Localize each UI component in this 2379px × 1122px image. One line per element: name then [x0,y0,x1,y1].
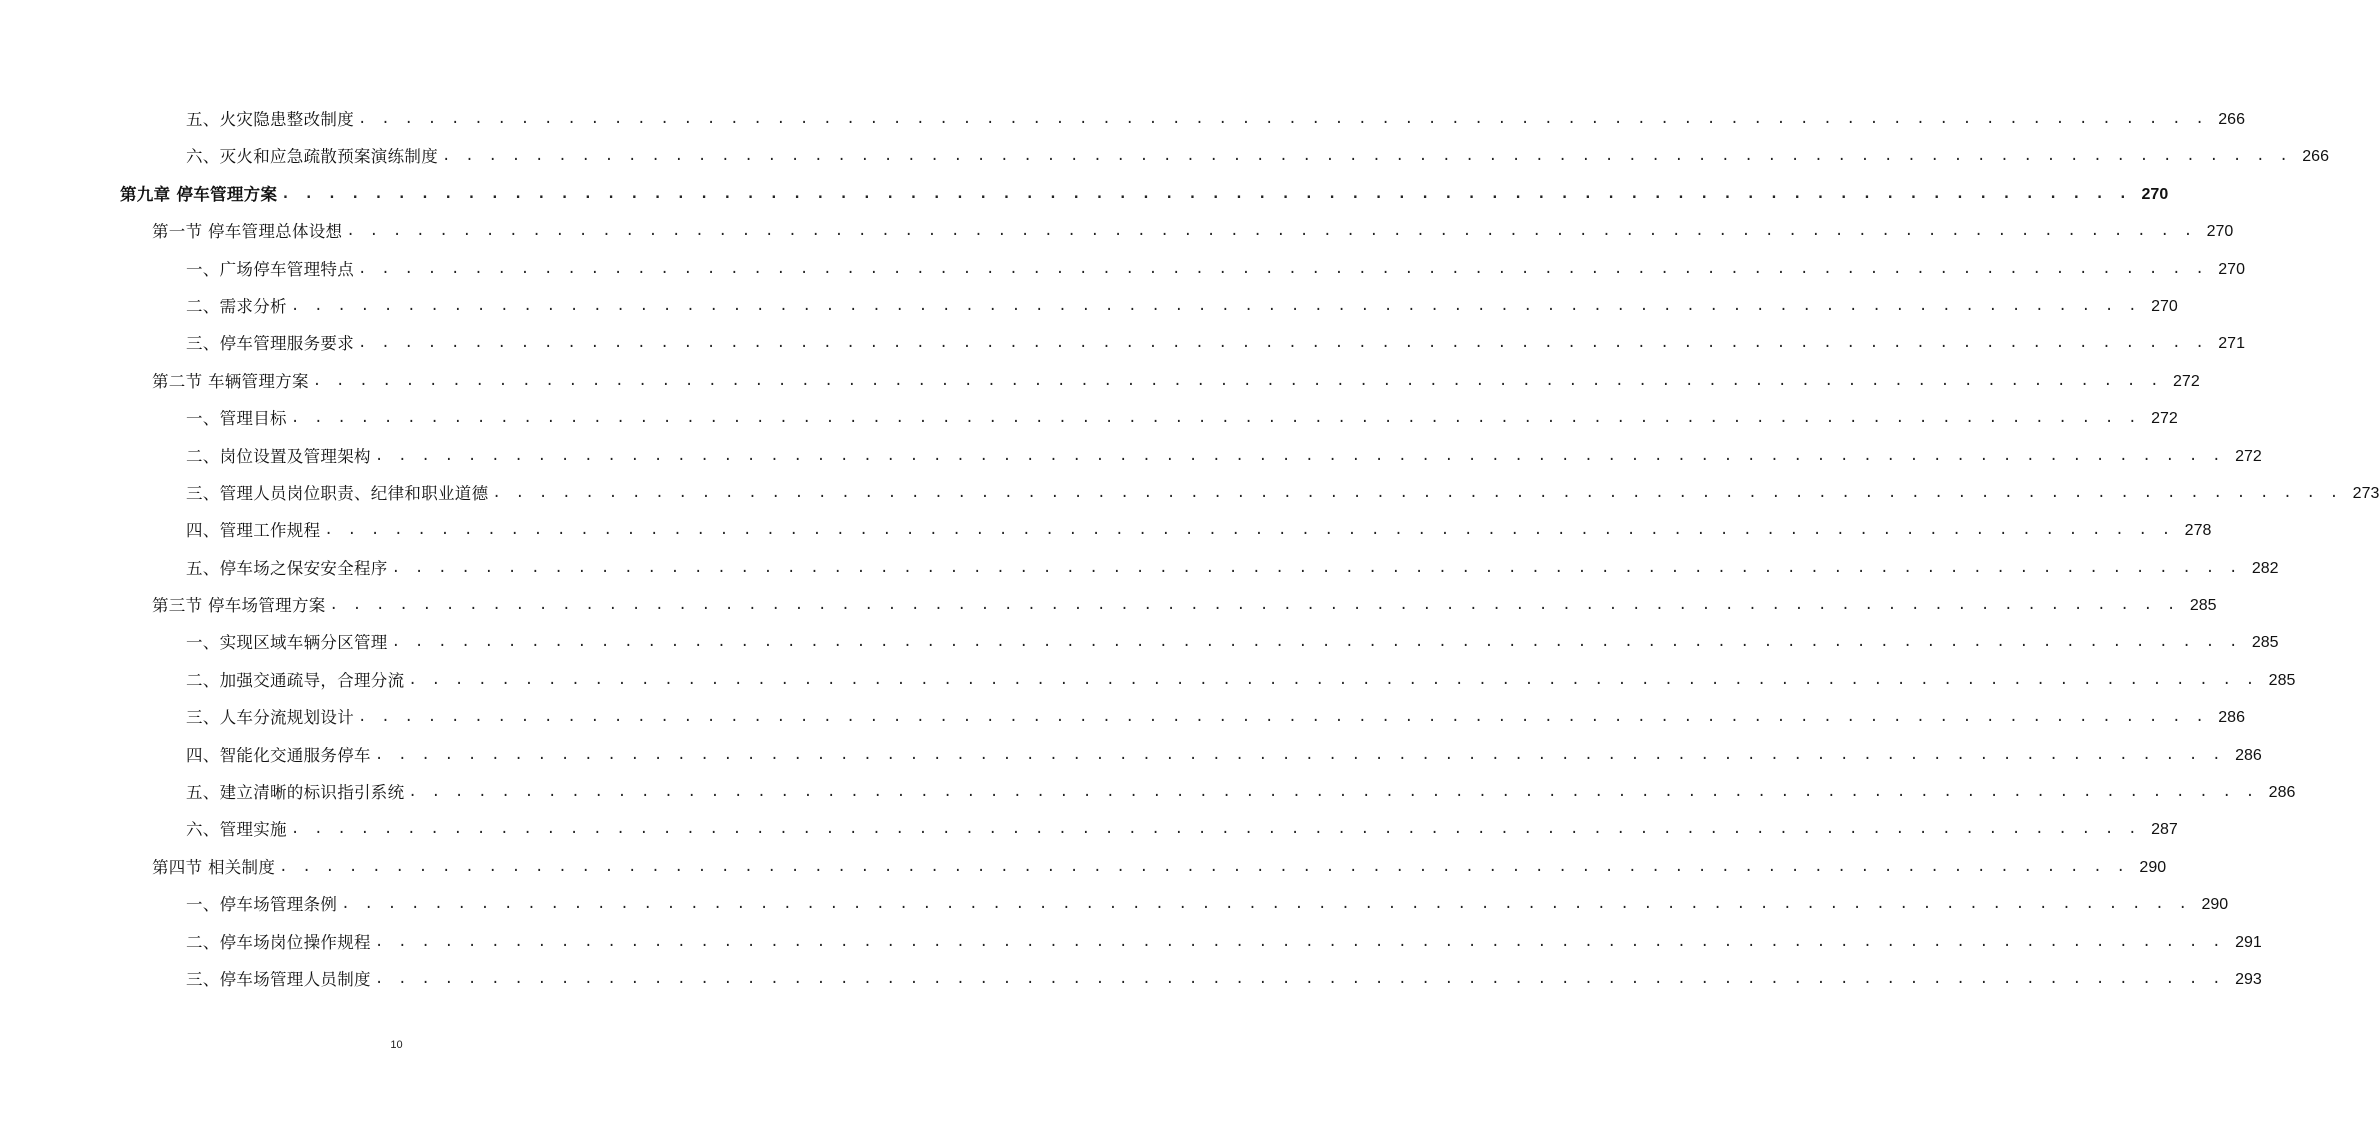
toc-entry-title: 五、火灾隐患整改制度 [186,110,354,129]
toc-entry-title: 第四节 相关制度 [152,857,276,877]
toc-entry-page-number: 270 [2206,223,2234,241]
dot-leader: . . . . . . . . . . . . . . . . . . . . . . . . . . . . . . . . . . . . . . . . . . . . . . . . . . . . . . . . . . . . . . . . . . . . . . . . . . . . . . . . [358,260,2207,277]
toc-entry-title: 二、需求分析 [186,296,287,316]
dot-leader: . . . . . . . . . . . . . . . . . . . . . . . . . . . . . . . . . . . . . . . . . . . . . . . . . . . . . . . . . . . . . . . . . . . . . . . . . . . . . . . . [492,484,2342,501]
toc-entry-title: 第九章 停车管理方案 [120,184,278,204]
toc-entry-title: 第二节 车辆管理方案 [152,371,309,391]
toc-entry-page-number: 285 [2189,597,2217,615]
dot-leader: . . . . . . . . . . . . . . . . . . . . . . . . . . . . . . . . . . . . . . . . . . . . . . . . . . . . . . . . . . . . . . . . . . . . . . . . . . . . . . . . [312,372,2162,389]
dot-leader: . . . . . . . . . . . . . . . . . . . . . . . . . . . . . . . . . . . . . . . . . . . . . . . . . . . . . . . . . . . . . . . . . . . . . . . . . . . . . . . . [408,784,2258,801]
dot-leader: . . . . . . . . . . . . . . . . . . . . . . . . . . . . . . . . . . . . . . . . . . . . . . . . . . . . . . . . . . . . . . . . . . . . . . . . . . . . . . . . [391,559,2241,576]
toc-entry-item[interactable] [0,737,2262,774]
dot-leader: . . . . . . . . . . . . . . . . . . . . . . . . . . . . . . . . . . . . . . . . . . . . . . . . . . . . . . . . . . . . . . . . . . . . . . . . . . . . . . . . [358,709,2207,726]
toc-entry-section[interactable] [0,363,2200,400]
toc-entry-item[interactable] [0,811,2178,848]
toc-entry-item[interactable] [0,961,2262,998]
toc-entry-section[interactable] [0,213,2234,250]
toc-entry-item[interactable] [0,550,2279,587]
toc-entry-title: 五、建立清晰的标识指引系统 [186,783,405,803]
toc-entry-page-number: 291 [2235,933,2262,951]
toc-entry-page-number: 286 [2268,784,2296,802]
dot-leader: . . . . . . . . . . . . . . . . . . . . . . . . . . . . . . . . . . . . . . . . . . . . . . . . . . . . . . . . . . . . . . . . . . . . . . . . . . . . . . . . [290,821,2140,838]
dot-leader: . . . . . . . . . . . . . . . . . . . . . . . . . . . . . . . . . . . . . . . . . . . . . . . . . . . . . . . . . . . . . . . . . . . . . . . . . . . . . . . . [358,111,2207,127]
toc-entry-title: 一、实现区域车辆分区管理 [186,633,388,653]
dot-leader: . . . . . . . . . . . . . . . . . . . . . . . . . . . . . . . . . . . . . . . . . . . . . . . . . . . . . . . . . . . . . . . . . . . . . . . . . . . . . . . . [290,410,2140,427]
toc-entry-item[interactable] [0,475,2379,512]
toc-entry-page-number: 270 [2151,297,2178,315]
toc-entry-item[interactable] [0,325,2245,362]
toc-entry-section[interactable] [0,587,2217,624]
toc-entry-title: 一、停车场管理条例 [186,895,338,915]
toc-entry-page-number: 287 [2151,821,2178,839]
toc-entry-title: 四、智能化交通服务停车 [186,745,371,765]
toc-entry-page-number: 270 [2141,185,2169,203]
dot-leader: . . . . . . . . . . . . . . . . . . . . . . . . . . . . . . . . . . . . . . . . . . . . . . . . . . . . . . . . . . . . . . . . . . . . . . . . . . . . . . . . [374,746,2224,763]
dot-leader: . . . . . . . . . . . . . . . . . . . . . . . . . . . . . . . . . . . . . . . . . . . . . . . . . . . . . . . . . . . . . . . . . . . . . . . . . . . . . . . . [279,858,2129,875]
toc-entry-page-number: 285 [2251,634,2279,652]
toc-entry-title: 二、停车场岗位操作规程 [186,932,371,952]
toc-entry-item[interactable] [0,774,2296,811]
toc-entry-item[interactable] [0,699,2245,736]
dot-leader: . . . . . . . . . . . . . . . . . . . . . . . . . . . . . . . . . . . . . . . . . . . . . . . . . . . . . . . . . . . . . . . . . . . . . . . . . . . . . . . . [341,896,2191,913]
toc-entry-page-number: 272 [2151,410,2178,428]
toc-entry-section[interactable] [0,849,2167,886]
toc-entry-title: 三、停车管理服务要求 [186,334,354,354]
dot-leader: . . . . . . . . . . . . . . . . . . . . . . . . . . . . . . . . . . . . . . . . . . . . . . . . . . . . . . . . . . . . . . . . . . . . . . . . . . . . . . . . [374,933,2224,950]
toc-entry-item[interactable] [0,512,2212,549]
toc-entry-page-number: 290 [2201,896,2229,914]
toc-entry-item[interactable] [0,288,2178,325]
toc-entry-page-number: 273 [2352,484,2379,502]
toc-entry-title: 六、灭火和应急疏散预案演练制度 [186,147,438,167]
toc-entry-item[interactable] [0,251,2245,288]
toc-entry-title: 五、停车场之保安安全程序 [186,558,388,578]
toc-entry-page-number: 270 [2218,260,2245,278]
dot-leader: . . . . . . . . . . . . . . . . . . . . . . . . . . . . . . . . . . . . . . . . . . . . . . . . . . . . . . . . . . . . . . . . . . . . . . . . . . . . . . . . [329,597,2179,614]
page-number: 10 [390,1039,403,1051]
dot-leader: . . . . . . . . . . . . . . . . . . . . . . . . . . . . . . . . . . . . . . . . . . . . . . . . . . . . . . . . . . . . . . . . . . . . . . . . . . . . . . . . [442,148,2291,165]
toc-entry-title: 二、岗位设置及管理架构 [186,446,371,466]
toc-entry-title: 二、加强交通疏导，合理分流 [186,670,405,690]
toc-entry-page-number: 266 [2302,148,2329,166]
toc-entry-item[interactable] [0,624,2279,661]
dot-leader: . . . . . . . . . . . . . . . . . . . . . . . . . . . . . . . . . . . . . . . . . . . . . . . . . . . . . . . . . . . . . . . . . . . . . . . . . . . . . . . . [358,335,2207,352]
toc-entry-chapter[interactable] [0,176,2169,213]
toc-entry-page-number: 286 [2218,709,2245,727]
dot-leader: . . . . . . . . . . . . . . . . . . . . . . . . . . . . . . . . . . . . . . . . . . . . . . . . . . . . . . . . . . . . . . . . . . . . . . . . . . . . . . . . [374,447,2224,464]
toc-entry-page-number: 278 [2184,522,2212,540]
dot-leader: . . . . . . . . . . . . . . . . . . . . . . . . . . . . . . . . . . . . . . . . . . . . . . . . . . . . . . . . . . . . . . . . . . . . . . . . . . . . . . . . [391,634,2241,651]
dot-leader: . . . . . . . . . . . . . . . . . . . . . . . . . . . . . . . . . . . . . . . . . . . . . . . . . . . . . . . . . . . . . . . . . . . . . . . . . . . . . . . . [346,223,2196,240]
toc-entry-item[interactable] [0,138,2329,175]
toc-entry-page-number: 286 [2235,746,2262,764]
dot-leader: . . . . . . . . . . . . . . . . . . . . . . . . . . . . . . . . . . . . . . . . . . . . . . . . . . . . . . . . . . . . . . . . . . . . . . . . . . . . . . . . [324,522,2174,539]
toc-entry-title: 三、管理人员岗位职责、纪律和职业道德 [186,483,489,503]
toc-entry-page-number: 293 [2235,970,2262,988]
dot-leader: . . . . . . . . . . . . . . . . . . . . . . . . . . . . . . . . . . . . . . . . . . . . . . . . . . . . . . . . . . . . . . . . . . . . . . . . . . . . . . . . [408,671,2258,688]
toc-entry-page-number: 271 [2218,335,2245,353]
toc-entry-page-number: 290 [2139,858,2167,876]
toc-entry-item[interactable] [0,400,2178,437]
toc-entry-title: 一、管理目标 [186,409,287,429]
toc-entry-page-number: 266 [2218,111,2245,128]
toc-entry-item[interactable] [0,438,2262,475]
toc-entry-title: 三、停车场管理人员制度 [186,969,371,989]
toc-entry-page-number: 282 [2251,559,2279,577]
toc-entry-item[interactable] [0,101,2245,138]
toc-entry-page-number: 272 [2173,372,2200,390]
toc-entry-title: 第三节 停车场管理方案 [152,596,326,616]
toc-entry-title: 六、管理实施 [186,820,287,840]
toc-entry-title: 四、管理工作规程 [186,521,321,541]
toc-entry-item[interactable] [0,886,2229,923]
toc-entry-title: 一、广场停车管理特点 [186,259,354,279]
toc-entry-item[interactable] [0,924,2262,961]
toc-entry-page-number: 272 [2235,447,2262,465]
table-of-contents [0,101,2379,998]
dot-leader: . . . . . . . . . . . . . . . . . . . . . . . . . . . . . . . . . . . . . . . . . . . . . . . . . . . . . . . . . . . . . . . . . . . . . . . . . . . . . . . . [281,185,2131,202]
toc-entry-title: 第一节 停车管理总体设想 [152,222,343,242]
dot-leader: . . . . . . . . . . . . . . . . . . . . . . . . . . . . . . . . . . . . . . . . . . . . . . . . . . . . . . . . . . . . . . . . . . . . . . . . . . . . . . . . [374,970,2224,987]
dot-leader: . . . . . . . . . . . . . . . . . . . . . . . . . . . . . . . . . . . . . . . . . . . . . . . . . . . . . . . . . . . . . . . . . . . . . . . . . . . . . . . . [290,297,2140,314]
toc-entry-title: 三、人车分流规划设计 [186,708,354,728]
toc-entry-item[interactable] [0,662,2296,699]
toc-entry-page-number: 285 [2268,671,2296,689]
